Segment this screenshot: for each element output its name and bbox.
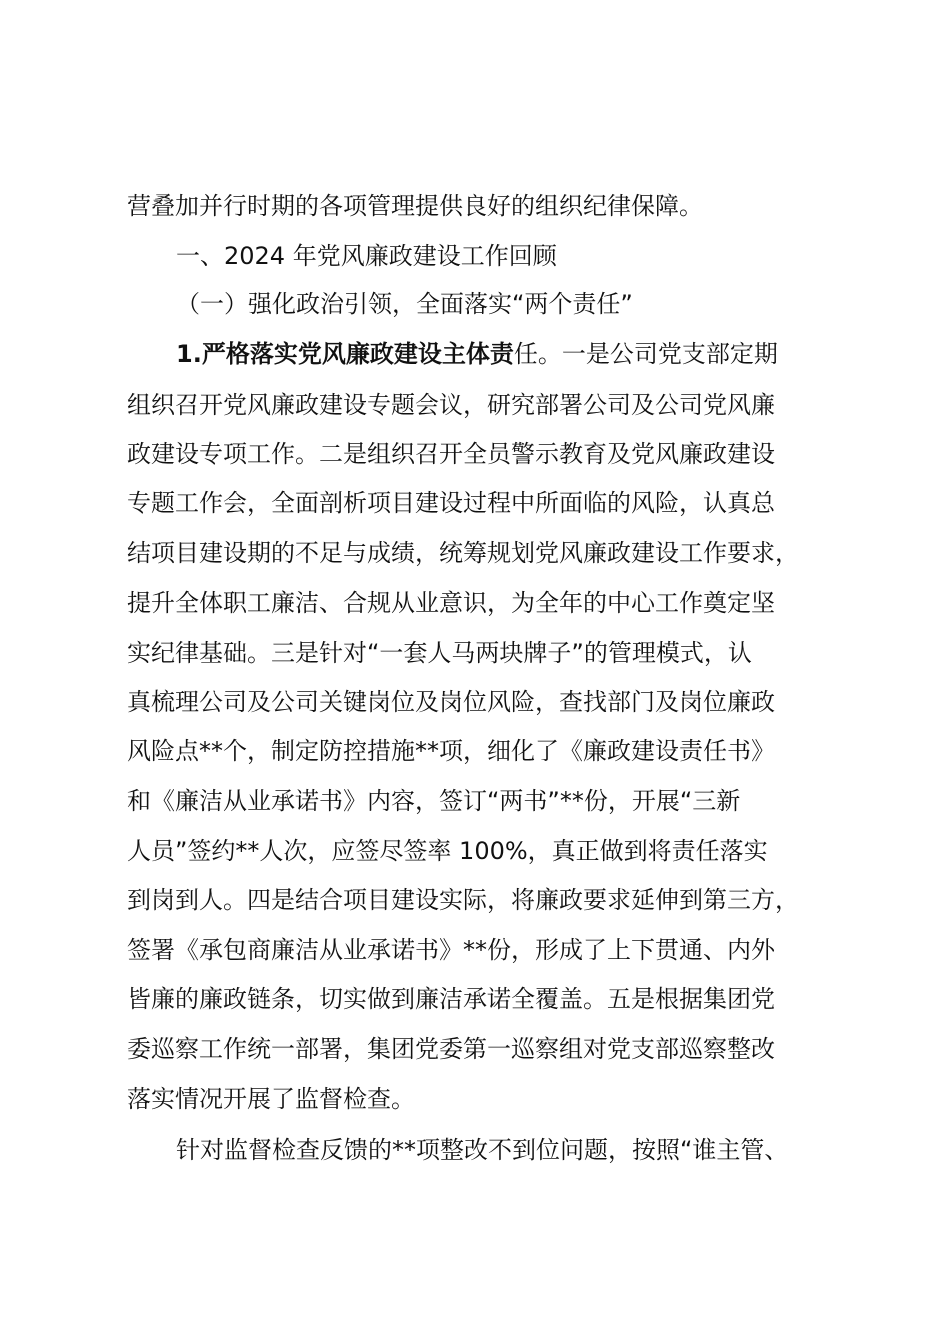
paragraph-1-line-2: 组织召开党风廉政建设专题会议，研究部署公司及公司党风廉	[127, 391, 775, 419]
paragraph-1-line-7: 实纪律基础。三是针对“一套人马两块牌子”的管理模式，认	[127, 639, 752, 667]
item-heading-bold: 1.严格落实党风廉政建设主体责	[176, 340, 514, 368]
paragraph-1-line-13: 签署《承包商廉洁从业承诺书》**份，形成了上下贯通、内外	[127, 936, 775, 964]
subsection-heading-1: （一）强化政治引领，全面落实“两个责任”	[176, 290, 633, 318]
item-heading-rest: 任。一是公司党支部定期	[513, 340, 778, 368]
paragraph-1-line-12: 到岗到人。四是结合项目建设实际，将廉政要求延伸到第三方，	[127, 886, 799, 914]
paragraph-1-line-4: 专题工作会，全面剖析项目建设过程中所面临的风险，认真总	[127, 489, 775, 517]
paragraph-1-line-14: 皆廉的廉政链条，切实做到廉洁承诺全覆盖。五是根据集团党	[127, 985, 775, 1013]
paragraph-2-first-line: 针对监督检查反馈的**项整改不到位问题，按照“谁主管、	[176, 1136, 789, 1164]
paragraph-1-line-9: 风险点**个，制定防控措施**项，细化了《廉政建设责任书》	[127, 737, 775, 765]
paragraph-1-line-8: 真梳理公司及公司关键岗位及岗位风险，查找部门及岗位廉政	[127, 688, 775, 716]
paragraph-1-first-line	[176, 338, 778, 370]
paragraph-1-line-3: 政建设专项工作。二是组织召开全员警示教育及党风廉政建设	[127, 440, 775, 468]
paragraph-continuation-line: 营叠加并行时期的各项管理提供良好的组织纪律保障。	[127, 192, 703, 220]
paragraph-1-line-15: 委巡察工作统一部署，集团党委第一巡察组对党支部巡察整改	[127, 1035, 775, 1063]
paragraph-1-line-16: 落实情况开展了监督检查。	[127, 1085, 415, 1113]
paragraph-1-line-11: 人员”签约**人次，应签尽签率 100%，真正做到将责任落实	[127, 837, 768, 865]
section-heading-1: 一、2024 年党风廉政建设工作回顾	[176, 242, 557, 270]
paragraph-1-line-6: 提升全体职工廉洁、合规从业意识，为全年的中心工作奠定坚	[127, 589, 775, 617]
paragraph-1-line-5: 结项目建设期的不足与成绩，统筹规划党风廉政建设工作要求，	[127, 539, 799, 567]
paragraph-1-line-10: 和《廉洁从业承诺书》内容，签订“两书”**份，开展“三新	[127, 787, 741, 815]
